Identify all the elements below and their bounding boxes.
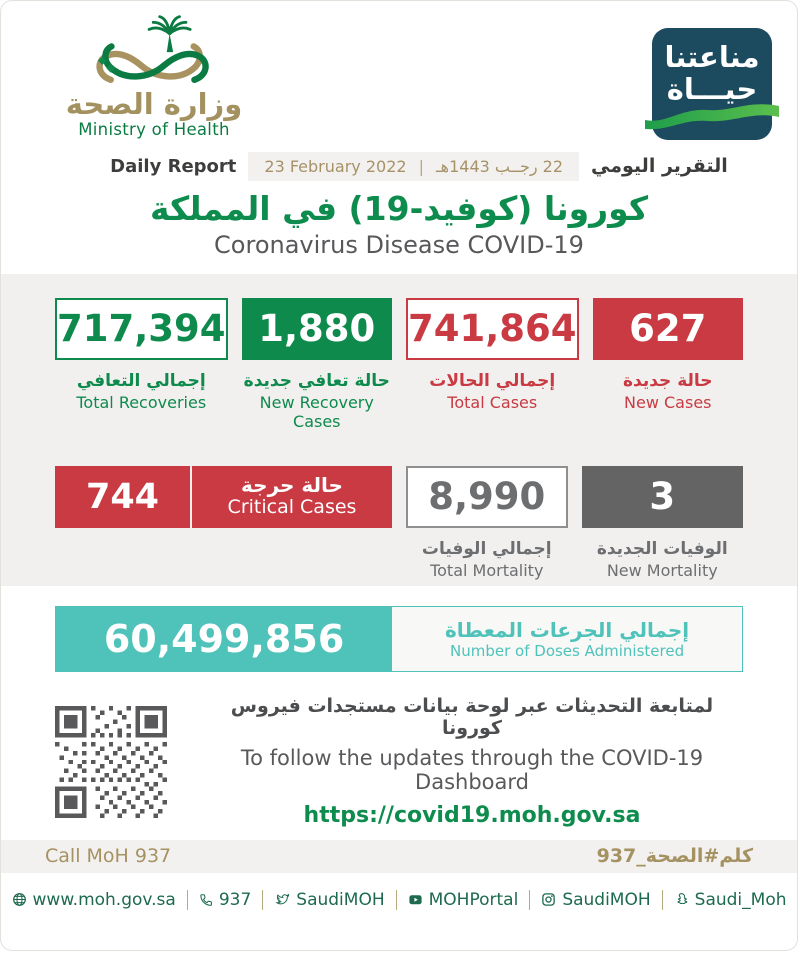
footer-item-twitter[interactable] bbox=[262, 890, 395, 910]
footer-item-label: MOHPortal bbox=[428, 889, 519, 910]
daily-report-label-ar: التقرير اليومي bbox=[591, 155, 728, 177]
doses-label-en: Number of Doses Administered bbox=[450, 641, 685, 660]
doses-label-ar: إجمالي الجرعات المعطاة bbox=[444, 617, 690, 642]
footer-item-label: Saudi_Moh bbox=[694, 889, 787, 910]
footer-item-label: SaudiMOH bbox=[562, 889, 651, 910]
stats-row-2 bbox=[55, 466, 743, 580]
stat-new-cases bbox=[593, 298, 743, 431]
instagram-icon bbox=[541, 892, 556, 907]
stat-new-mortality bbox=[582, 466, 744, 580]
footer-item-youtube[interactable] bbox=[396, 890, 530, 910]
dashboard-line-en: To follow the updates through the COVID-19 Dashboard bbox=[240, 746, 704, 795]
footer-item-website[interactable] bbox=[1, 890, 187, 910]
moh-emblem-icon bbox=[59, 11, 249, 89]
youtube-icon bbox=[408, 892, 423, 907]
total-mortality-label-en: Total Mortality bbox=[430, 560, 544, 580]
moh-wordmark-english: Ministry of Health bbox=[78, 120, 230, 140]
new-recovery-cases-label-ar: حالة تعافي جديدة bbox=[243, 370, 390, 391]
call-moh-strip bbox=[1, 840, 797, 873]
stat-total-mortality bbox=[406, 466, 568, 580]
critical-cases-label-ar: حالة حرجة bbox=[241, 473, 343, 498]
footer-item-phone[interactable] bbox=[187, 890, 262, 910]
report-title-row bbox=[1, 149, 797, 183]
hashtag-label: كلم#الصحة_937 bbox=[596, 845, 753, 868]
dashboard-url-link[interactable]: https://covid19.moh.gov.sa bbox=[303, 803, 641, 829]
footer-item-label: www.moh.gov.sa bbox=[32, 889, 176, 910]
badge-line2: حيـــاة bbox=[666, 72, 758, 107]
new-cases-label-ar: حالة جديدة bbox=[622, 370, 713, 391]
footer-item-snapchat[interactable] bbox=[662, 890, 798, 910]
dashboard-section bbox=[55, 695, 743, 829]
critical-cases-value: 744 bbox=[55, 466, 190, 528]
page-title-english: Coronavirus Disease COVID-19 bbox=[214, 230, 584, 259]
social-footer bbox=[1, 890, 797, 910]
critical-cases-label bbox=[192, 466, 392, 528]
stat-total-recoveries bbox=[55, 298, 228, 431]
snapchat-icon bbox=[674, 892, 689, 907]
dashboard-line-ar: لمتابعة التحديثات عبر لوحة بيانات مستجدات فيروس كورونا bbox=[230, 695, 714, 740]
gregorian-date: 23 February 2022 bbox=[264, 156, 407, 176]
total-cases-label-en: Total Cases bbox=[447, 392, 538, 412]
stats-row-1 bbox=[55, 298, 743, 431]
doses-administered-banner bbox=[55, 606, 743, 672]
badge-wave-icon bbox=[645, 98, 779, 132]
new-mortality-label-en: New Mortality bbox=[606, 560, 718, 580]
total-cases-value: 741,864 bbox=[406, 298, 579, 360]
stat-new-recovery-cases bbox=[242, 298, 392, 431]
new-recovery-cases-label-en: New Recovery Cases bbox=[259, 392, 374, 431]
footer-item-label: SaudiMOH bbox=[296, 889, 385, 910]
phone-icon bbox=[199, 893, 213, 907]
doses-value: 60,499,856 bbox=[56, 607, 392, 671]
date-separator: | bbox=[418, 156, 424, 176]
hijri-date: 22 رجــب 1443هـ bbox=[435, 156, 564, 176]
globe-icon bbox=[12, 892, 27, 907]
dashboard-text bbox=[201, 695, 743, 828]
twitter-icon bbox=[274, 892, 290, 908]
page-title-arabic: كورونا (كوفيد-19) في المملكة bbox=[149, 189, 649, 228]
statistics-band bbox=[1, 274, 797, 586]
total-recoveries-value: 717,394 bbox=[55, 298, 228, 360]
header-brand-row bbox=[1, 1, 797, 149]
immunity-is-life-badge bbox=[652, 28, 772, 140]
footer-item-label: 937 bbox=[218, 889, 252, 910]
new-mortality-value: 3 bbox=[582, 466, 744, 528]
footer-item-instagram[interactable] bbox=[529, 890, 661, 910]
total-mortality-label-ar: إجمالي الوفيات bbox=[421, 538, 552, 559]
total-recoveries-label-ar: إجمالي التعافي bbox=[76, 370, 206, 391]
new-recovery-cases-value: 1,880 bbox=[242, 298, 392, 360]
new-cases-label-en: New Cases bbox=[624, 392, 712, 412]
call-moh-label: Call MoH 937 bbox=[45, 845, 172, 868]
badge-line1: مناعتنا bbox=[664, 40, 760, 74]
doses-label bbox=[392, 607, 742, 671]
qr-code bbox=[55, 706, 167, 818]
moh-wordmark-arabic: وزارة الصحة bbox=[65, 87, 243, 121]
moh-logo bbox=[49, 11, 259, 139]
critical-cases-label-en: Critical Cases bbox=[227, 496, 357, 519]
stat-critical-cases bbox=[55, 466, 392, 528]
new-mortality-label-ar: الوفيات الجديدة bbox=[596, 538, 728, 559]
new-cases-value: 627 bbox=[593, 298, 743, 360]
date-pill bbox=[248, 152, 579, 181]
stat-total-cases bbox=[406, 298, 579, 431]
total-cases-label-ar: إجمالي الحالات bbox=[429, 370, 556, 391]
total-mortality-value: 8,990 bbox=[406, 466, 568, 528]
total-recoveries-label-en: Total Recoveries bbox=[76, 392, 207, 412]
daily-report-label-en: Daily Report bbox=[110, 155, 237, 177]
